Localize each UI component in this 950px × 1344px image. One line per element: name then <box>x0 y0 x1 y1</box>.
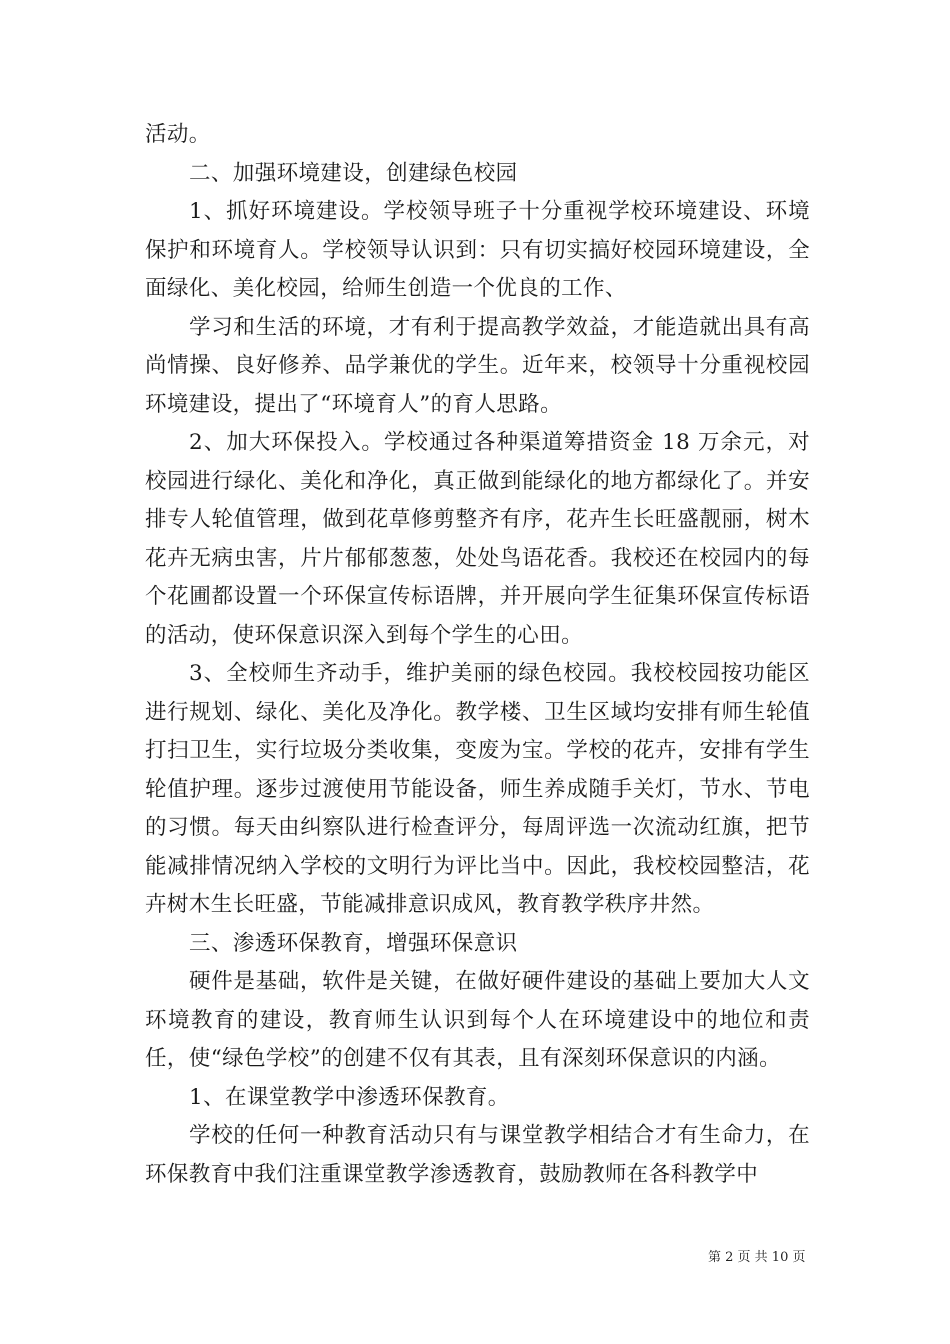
page-number-footer: 第 2 页 共 10 页 <box>708 1250 806 1265</box>
document-body <box>145 116 810 1194</box>
section-heading-2: 二、加强环境建设，创建绿色校园 <box>189 160 518 186</box>
paragraph-8: 硬件是基础，软件是关键，在做好硬件建设的基础上要加大人文环境教育的建设，教育师生认识到每个人在环境建设中的地位和责任，使“绿色学校”的创建不仅有其表，且有深刻环保意识的内涵。 <box>145 969 810 1071</box>
paragraph-1: 活动。 <box>145 122 211 147</box>
paragraph-9: 1、在课堂教学中渗透环保教育。 <box>189 1084 510 1110</box>
section-heading-3: 三、渗透环保教育，增强环保意识 <box>189 930 518 956</box>
paragraph-3: 1、抓好环境建设。学校领导班子十分重视学校环境建设、环境保护和环境育人。学校领导认识到：只有切实搞好校园环境建设，全面绿化、美化校园，给师生创造一个优良的工作、 <box>145 199 810 301</box>
paragraph-5: 2、加大环保投入。学校通过各种渠道筹措资金 18 万余元，对校园进行绿化、美化和净化，真正做到能绿化的地方都绿化了。并安排专人轮值管理，做到花草修剪整齐有序，花卉生长旺盛靓丽，树木花卉无病虫害，片片郁郁葱葱，处处鸟语花香。我校还在校园内的每个花圃都设置一个环保宣传标语牌，并开展向学生征集环保宣传标语的活动，使环保意识深入到每个学生的心田。 <box>145 430 810 648</box>
paragraph-4: 学习和生活的环境，才有利于提高教学效益，才能造就出具有高尚情操、良好修养、品学兼优的学生。近年来，校领导十分重视校园环境建设，提出了“环境育人”的育人思路。 <box>145 314 810 417</box>
paragraph-6: 3、全校师生齐动手，维护美丽的绿色校园。我校校园按功能区进行规划、绿化、美化及净化。教学楼、卫生区域均安排有师生轮值打扫卫生，实行垃圾分类收集，变废为宝。学校的花卉，安排有学生轮值护理。逐步过渡使用节能设备，师生养成随手关灯，节水、节电的习惯。每天由纠察队进行检查评分，每周评选一次流动红旗，把节能减排情况纳入学校的文明行为评比当中。因此，我校校园整洁，花卉树木生长旺盛，节能减排意识成风，教育教学秩序井然。 <box>145 661 810 917</box>
paragraph-10: 学校的任何一种教育活动只有与课堂教学相结合才有生命力，在环保教育中我们注重课堂教学渗透教育，鼓励教师在各科教学中 <box>145 1123 810 1187</box>
